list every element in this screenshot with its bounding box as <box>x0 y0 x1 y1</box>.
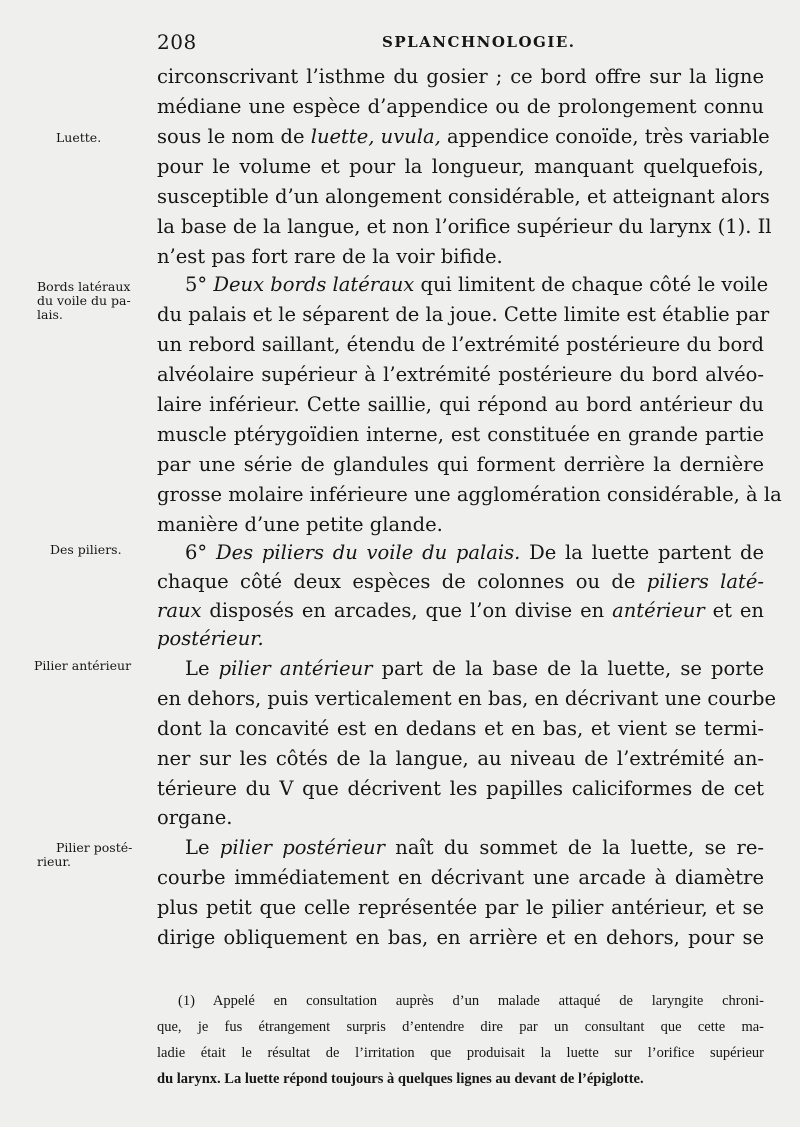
margin-note: lais. <box>37 307 63 322</box>
body-line: plus petit que celle représentée par le pilier antérieur, et se <box>157 896 764 919</box>
margin-note: Pilier antérieur <box>34 658 132 673</box>
body-line: laire inférieur. Cette saillie, qui répond au bord antérieur du <box>157 393 764 416</box>
footnote-line: (1) Appelé en consultation auprès d’un malade attaqué de laryngite chroni- <box>178 993 764 1009</box>
margin-note: Luette. <box>56 130 102 145</box>
body-line: Le pilier postérieur naît du sommet de la luette, se re- <box>185 836 764 859</box>
margin-note: rieur. <box>37 854 71 869</box>
body-line: muscle ptérygoïdien interne, est constituée en grande partie <box>157 423 764 446</box>
running-title: SPLANCHNOLOGIE. <box>382 33 576 51</box>
page-number: 208 <box>157 30 197 54</box>
body-line: circonscrivant l’isthme du gosier ; ce bord offre sur la ligne <box>157 65 764 88</box>
body-line: en dehors, puis verticalement en bas, en décrivant une courbe <box>157 687 776 710</box>
margin-note: Pilier posté- <box>56 840 133 855</box>
footnote-line: que, je fus étrangement surpris d’entendre dire par un consultant que cette ma- <box>157 1019 764 1035</box>
body-line: Le pilier antérieur part de la base de la luette, se porte <box>185 657 764 680</box>
body-line: alvéolaire supérieur à l’extrémité postérieure du bord alvéo- <box>157 363 764 386</box>
body-line: un rebord saillant, étendu de l’extrémité postérieure du bord <box>157 333 764 356</box>
body-line: pour le volume et pour la longueur, manquant quelquefois, <box>157 155 764 178</box>
body-line: médiane une espèce d’appendice ou de prolongement connu <box>157 95 764 118</box>
body-line: la base de la langue, et non l’orifice supérieur du larynx (1). Il <box>157 215 772 238</box>
body-line: dirige obliquement en bas, en arrière et en dehors, pour se <box>157 926 764 949</box>
footnote-line: du larynx. La luette répond toujours à quelques lignes au devant de l’épiglotte. <box>157 1071 644 1087</box>
body-line: grosse molaire inférieure une agglomération considérable, à la <box>157 483 782 506</box>
body-line: courbe immédiatement en décrivant une arcade à diamètre <box>157 866 764 889</box>
page-header <box>157 30 767 56</box>
body-line: n’est pas fort rare de la voir bifide. <box>157 245 503 268</box>
body-line: chaque côté deux espèces de colonnes ou de piliers laté- <box>157 570 765 593</box>
body-line: du palais et le séparent de la joue. Cette limite est établie par <box>157 303 770 326</box>
margin-note: Des piliers. <box>50 542 122 557</box>
body-line: sous le nom de luette, uvula, appendice conoïde, très variable <box>157 125 770 148</box>
body-line: raux disposés en arcades, que l’on divise en antérieur et en <box>157 599 764 622</box>
body-line: par une série de glandules qui forment derrière la dernière <box>157 453 764 476</box>
body-line: 6° Des piliers du voile du palais. De la luette partent de <box>185 541 764 564</box>
body-line: postérieur. <box>157 627 264 650</box>
body-line: ner sur les côtés de la langue, au niveau de l’extrémité an- <box>157 747 764 770</box>
body-line: térieure du V que décrivent les papilles caliciformes de cet <box>157 777 764 800</box>
body-line: dont la concavité est en dedans et en bas, et vient se termi- <box>157 717 764 740</box>
body-line: organe. <box>157 806 233 829</box>
body-line: susceptible d’un alongement considérable, et atteignant alors <box>157 185 770 208</box>
margin-note: Bords latéraux <box>37 279 131 294</box>
body-line: manière d’une petite glande. <box>157 513 443 536</box>
margin-note: du voile du pa- <box>37 293 131 308</box>
footnote-line: ladie était le résultat de l’irritation que produisait la luette sur l’orifice supérieur <box>157 1045 764 1061</box>
body-line: 5° Deux bords latéraux qui limitent de chaque côté le voile <box>185 273 769 296</box>
